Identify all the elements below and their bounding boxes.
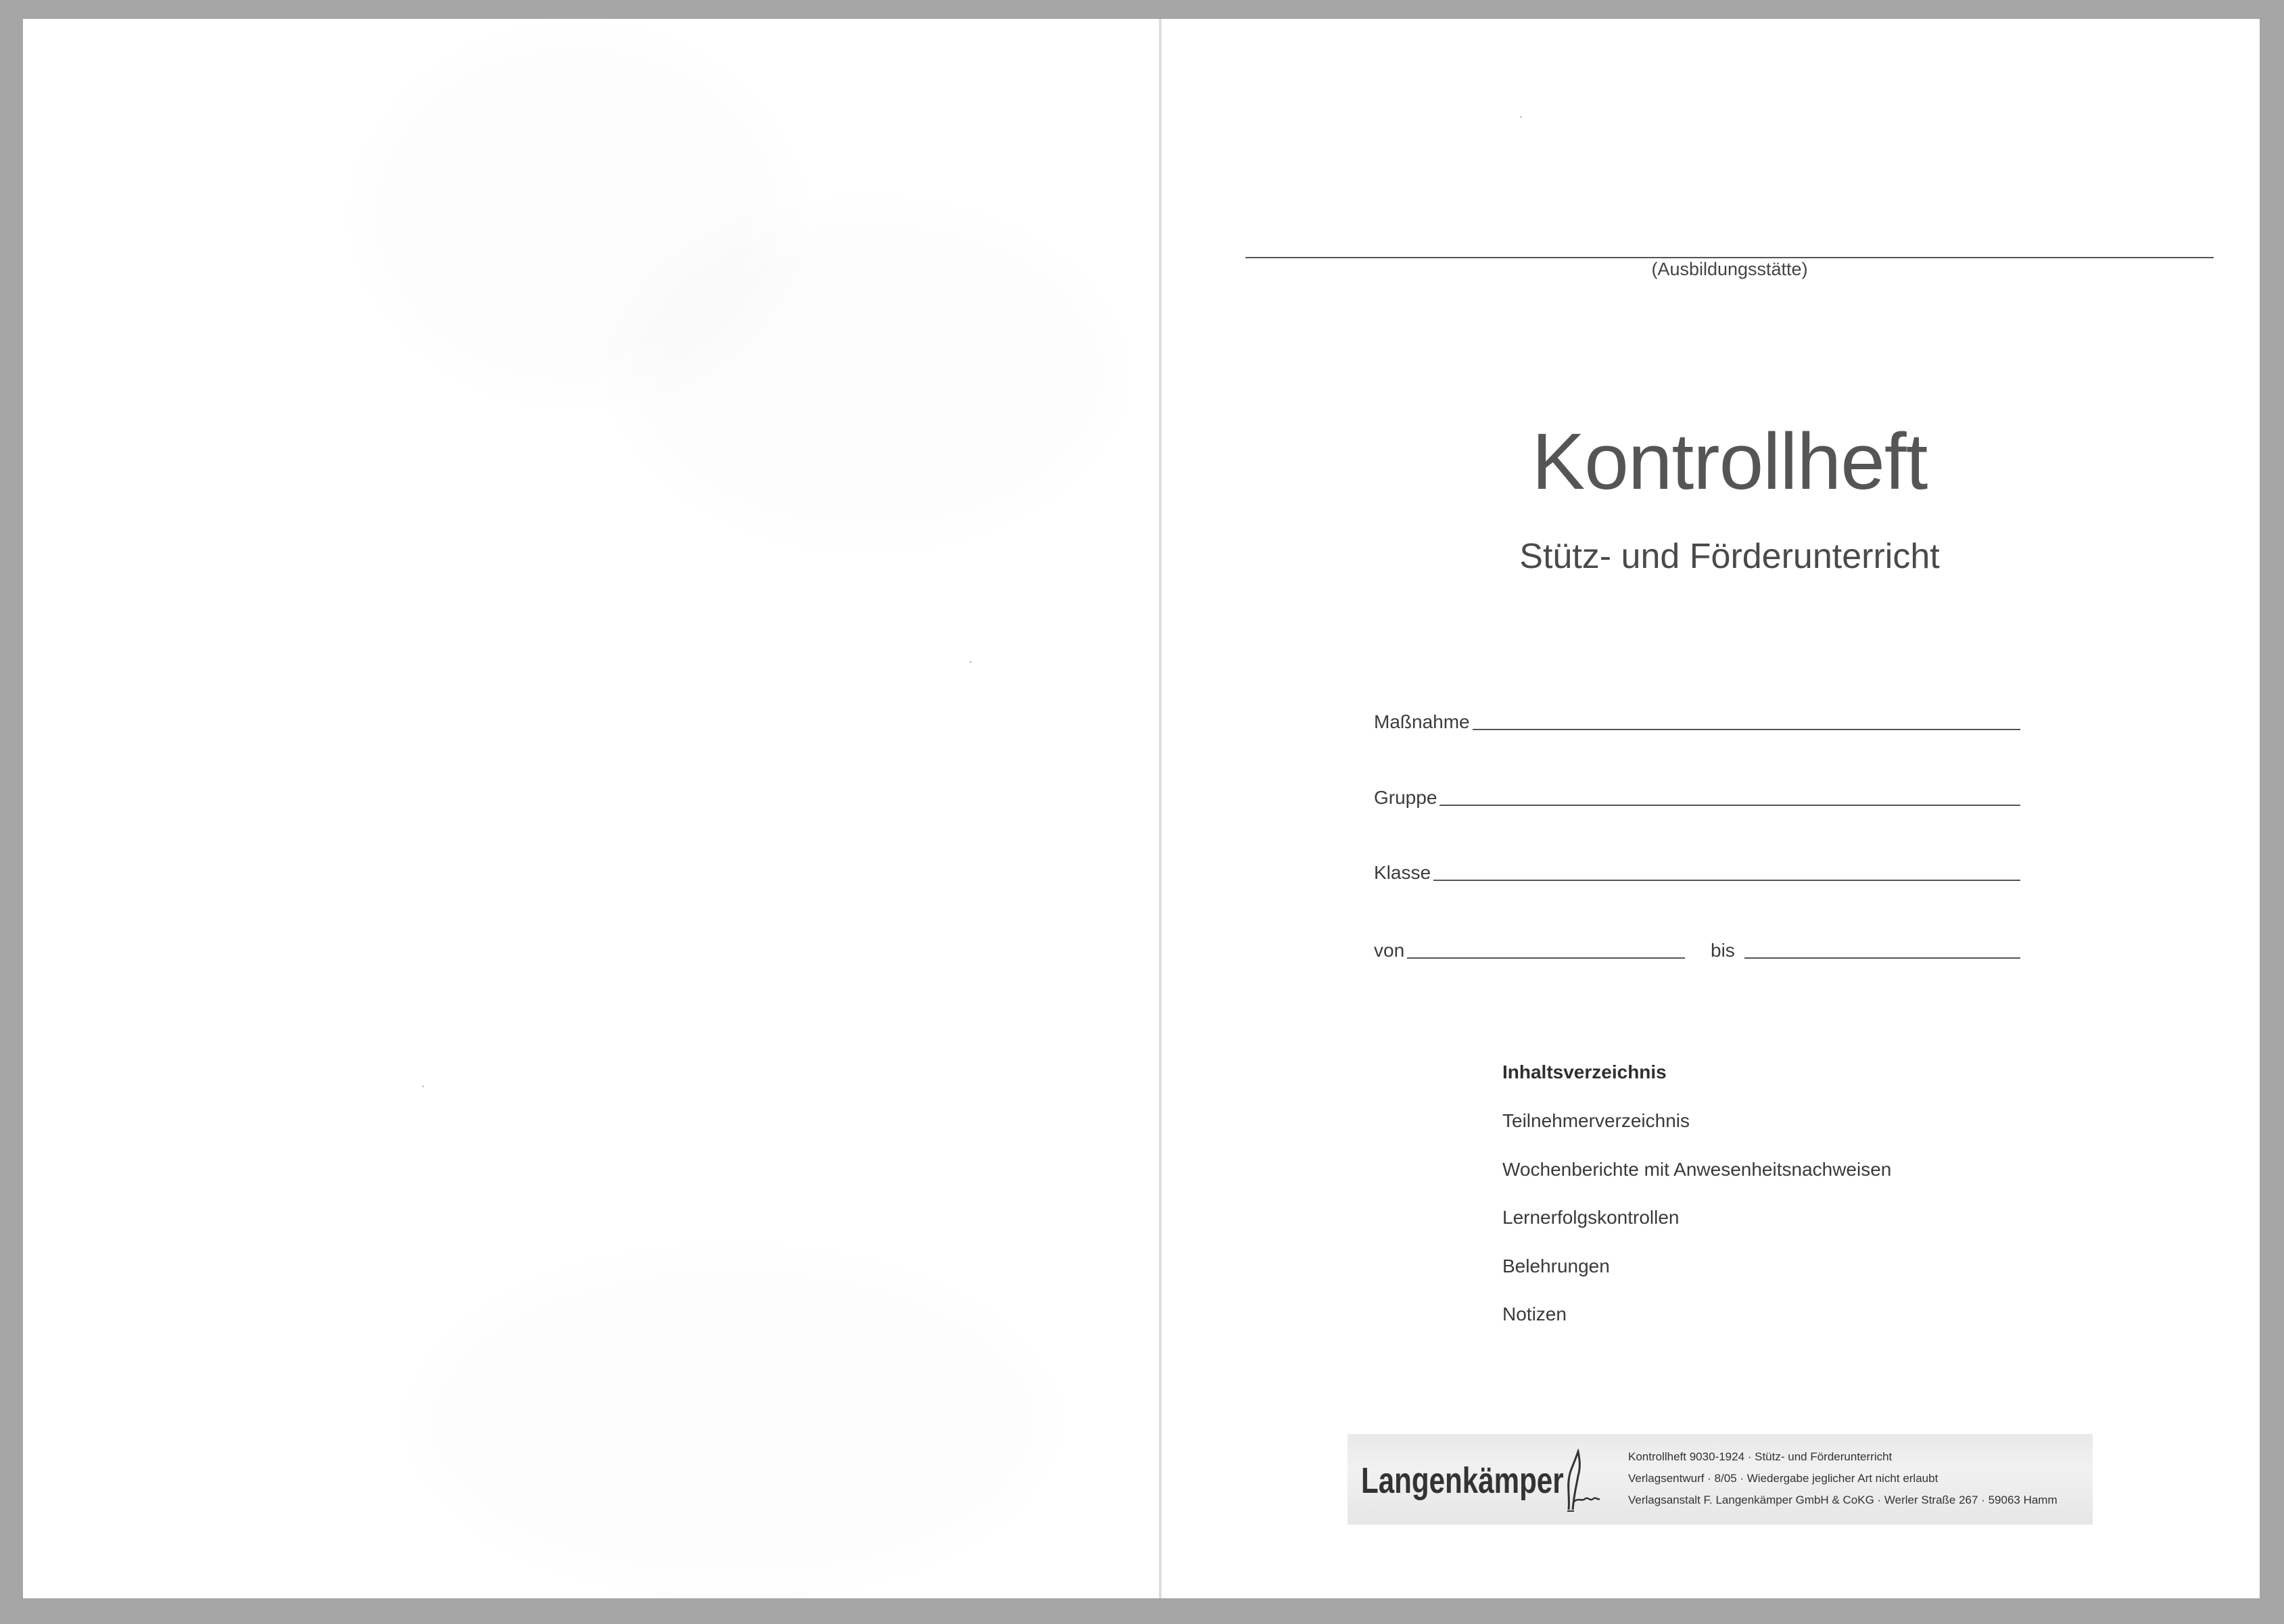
massnahme-field [1374, 707, 2020, 734]
toc-heading: Inhaltsverzeichnis [1502, 1061, 1667, 1082]
klasse-field [1374, 858, 2020, 885]
gruppe-line [1440, 805, 2020, 806]
massnahme-line [1473, 729, 2020, 730]
date-range-field [1374, 936, 2020, 963]
scan-speck [1520, 116, 1522, 118]
klasse-line [1433, 880, 2020, 881]
document-title: Kontrollheft [1531, 417, 1928, 506]
toc-item: Wochenberichte mit Anwesenheitsnachweisen [1502, 1158, 1892, 1180]
training-site-line [1245, 257, 2214, 258]
von-field [1374, 940, 1685, 963]
publisher-line: Verlagsentwurf · 8/05 · Wiedergabe jeglicher Art nicht erlaubt [1628, 1472, 1938, 1485]
scan-speck [422, 1086, 424, 1087]
publisher-details [1628, 1446, 2088, 1511]
scan-smudge [632, 222, 1105, 526]
toc-item: Lernerfolgskontrollen [1502, 1207, 1680, 1228]
publisher-line: Kontrollheft 9030-1924 · Stütz- und Förderunterricht [1628, 1450, 1893, 1463]
table-of-contents [1502, 1061, 2043, 1352]
document-subtitle: Stütz- und Förderunterricht [1519, 537, 1940, 576]
von-label: von [1374, 940, 1405, 961]
massnahme-label: Maßnahme [1374, 711, 1470, 732]
toc-item: Teilnehmerverzeichnis [1502, 1110, 1690, 1131]
publisher-imprint [1348, 1434, 2093, 1525]
bis-line [1744, 957, 2020, 959]
right-page-cover [1162, 19, 2260, 1598]
gruppe-label: Gruppe [1374, 787, 1437, 808]
scanned-sheet [23, 19, 2260, 1598]
scan-speck [970, 661, 972, 663]
bis-field [1711, 940, 2020, 963]
gruppe-field [1374, 783, 2020, 810]
quill-pen-icon [1554, 1449, 1601, 1514]
toc-item: Belehrungen [1502, 1255, 1610, 1276]
left-page-blank [23, 19, 1159, 1598]
scan-smudge [429, 1270, 1037, 1574]
publisher-line: Verlagsanstalt F. Langenkämper GmbH & CoKG · Werler Straße 267 · 59063 Hamm [1628, 1494, 2057, 1506]
publisher-logo: Langenkämper [1361, 1460, 1564, 1501]
von-line [1407, 957, 1685, 959]
toc-item: Notizen [1502, 1304, 1567, 1324]
bis-label: bis [1711, 940, 1735, 961]
klasse-label: Klasse [1374, 862, 1431, 883]
training-site-caption: (Ausbildungsstätte) [1651, 259, 1808, 279]
